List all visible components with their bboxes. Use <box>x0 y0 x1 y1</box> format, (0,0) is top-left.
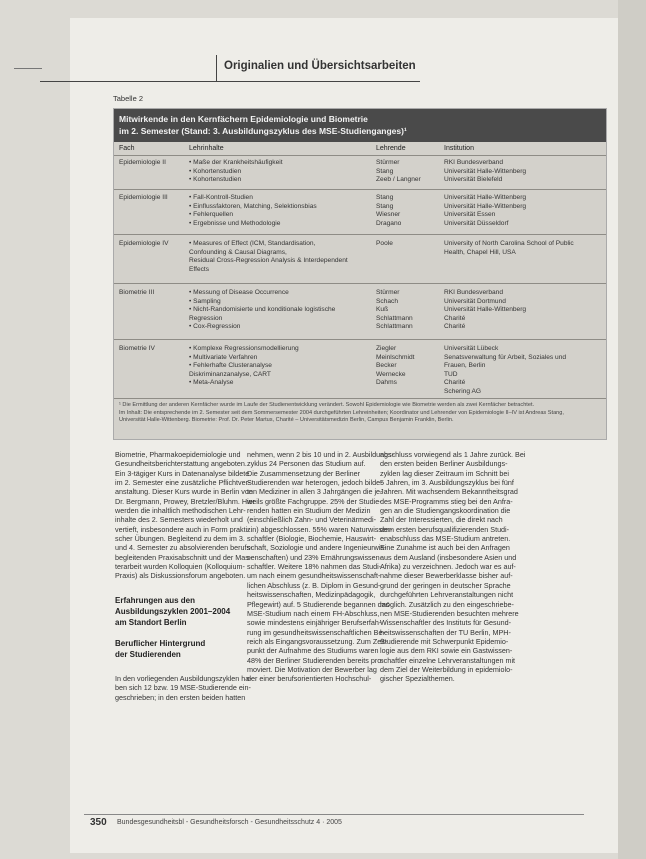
fach-cell: Epidemiologie II <box>119 159 166 166</box>
fach-cell: Epidemiologie III <box>119 194 168 201</box>
body-column-3: abschluss vorwiegend als 1 Jahre zurück. Bei den ersten beiden Berliner Ausbildungs- zyklen lag dieser Zeitraum im Schnitt bei 5 Jahren, im 3. Ausbildungszyklus bei fünf Jahren. Mit wachsendem Bekanntheitsgrad des MSE-Programms stieg bei den Anfra- gen an die Studiengangskoordination die Zahl der Interessierten, die direkt nach dem ersten berufsqualifizierenden Studi- enabschluss das MSE-Studium antreten. Eine Zunahme ist auch bei den Anfragen aus dem Ausland (insbesondere Asien und Afrika) zu verzeichnen. Jedoch war es auf- nahme dieser Bewerberklasse bisher auf- grund der geringen in deutscher Sprache durchgeführten Lehrveranstaltungen nicht möglich. Zusätzlich zu den eingeschriebe- nen MSE-Studierenden besuchten mehrere Wissenschaftler des Instituts für Gesund- heitswissenschaften der TU Berlin, MPH- Studierende mit Schwerpunkt Epidemio- logie aus dem RKI sowie ein Gastwissen- schaftler einzelne Lehrveranstaltungen mit dem Ziel der Weiterbildung in epidemiolo- gischer Spezialthemen. <box>380 450 526 684</box>
lehrende-cell: Poole <box>376 240 393 247</box>
lehrinhalte-cell: • Measures of Effect (ICM, Standardisation, Confounding & Causal Diagrams, Residual Cross-Regression Analysis & Interdependent Effects <box>189 240 348 273</box>
column-header-lehrende: Lehrende <box>376 145 406 152</box>
column-header-institution: Institution <box>444 145 474 152</box>
lehrende-cell: Stürmer Stang Zeeb / Langner <box>376 159 421 183</box>
margin-rule <box>14 68 42 69</box>
section-heading: Erfahrungen aus den Ausbildungszyklen 2001–2004 am Standort Berlin <box>115 595 231 627</box>
lehrinhalte-cell: • Messung of Disease Occurrence • Sampling • Nicht-Randomisierte und konditionale logistische Regression • Cox-Regression <box>189 289 336 330</box>
table-title-line-2: im 2. Semester (Stand: 3. Ausbildungszyklus des MSE-Studienganges)¹ <box>119 126 407 136</box>
lehrende-cell: Stang Stang Wiesner Dragano <box>376 194 402 227</box>
institution-cell: Universität Lübeck Senatsverwaltung für Arbeit, Soziales und Frauen, Berlin TUD Charité Schering AG <box>444 345 567 395</box>
header-divider <box>216 55 217 81</box>
body-column-1: Biometrie, Pharmakoepidemiologie und Gesundheitsberichterstattung angeboten. Ein 3-tägiger Kurs in Datenanalyse bildete im 2. Semester eine zusätzliche Pflichtver- anstaltung. Dieser Kurs wurde in Berlin von Dr. Bergmann, Prowey, Bretzler/Bluhm. Hier werden die inhaltlich methodischen Lehr- inhalte des 2. Semesters wiederholt und vertieft, insbesondere auch in Form prakti- scher Übungen. Begleitend zu dem im 3. und 4. Semester zu absolvierenden berufs- begleitenden Praxisabschnitt und der Mas- terarbeit wurden Kolloquien (Kolloquium- Praxis) als Diskussionsforum angeboten. Erfahrungen aus den Ausbildungszyklen 2001–2004 am Standort Berlin Beruflicher Hintergrund der Studierenden In den vorliegenden Ausbildungszyklen ha- ben sich 12 bzw. 19 MSE-Studierende ein- geschrieben; in den ersten beiden hatten <box>115 450 256 702</box>
group-rule <box>114 234 606 235</box>
lehrende-cell: Stürmer Schach Kuß Schlattmann Schlattmann <box>376 289 413 330</box>
subsection-heading: Beruflicher Hintergrund der Studierenden <box>115 638 206 659</box>
institution-cell: RKI Bundesverband Universität Halle-Wittenberg Universität Bielefeld <box>444 159 527 183</box>
column-header-fach: Fach <box>119 145 135 152</box>
section-title: Originalien und Übersichtsarbeiten <box>224 60 416 72</box>
journal-citation: Bundesgesundheitsbl - Gesundheitsforsch - Gesundheitsschutz 4 · 2005 <box>117 819 342 826</box>
lehrinhalte-cell: • Fall-Kontroll-Studien • Einflussfaktoren, Matching, Selektionsbias • Fehlerquellen • Ergebnisse und Methodologie <box>189 194 317 227</box>
lehrinhalte-cell: • Komplexe Regressionsmodellierung • Multivariate Verfahren • Fehlerhafte Clusteranalyse Diskriminanzanalyse, CART • Meta-Analyse <box>189 345 299 386</box>
group-rule <box>114 283 606 284</box>
institution-cell: Universität Halle-Wittenberg Universität Halle-Wittenberg Universität Essen Universität Düsseldorf <box>444 194 527 227</box>
table-footnote: ¹ Die Ermittlung der anderen Kernfächer wurde im Laufe der Studienentwicklung verändert. Sowohl Epidemiologie wie Biometrie werden als zwei Kernfächer betrachtet. Im Inhalt: Die entsprechende im 2. Semester seit dem Sommersemester 2004 durchgeführten Lehreinheiten; Koordinator und Lehrender von Epidemiologie II–IV ist Andreas Stang, Universität Halle-Wittenberg. Biometrie: Prof. Dr. Peter Martus, Charité – Universitätsmedizin Berlin, Campus Benjamin Franklin, Berlin. <box>119 402 564 423</box>
header-rule <box>40 81 420 82</box>
lehrende-cell: Ziegler Meinlschmidt Becker Wernecke Dahms <box>376 345 415 386</box>
fach-cell: Biometrie IV <box>119 345 155 352</box>
lehrinhalte-cell: • Maße der Krankheitshäufigkeit • Kohortenstudien • Kohortenstudien <box>189 159 283 183</box>
table-label: Tabelle 2 <box>113 94 144 103</box>
table-bottom-rule <box>114 398 606 399</box>
institution-cell: University of North Carolina School of Public Health, Chapel Hill, USA <box>444 240 574 256</box>
institution-cell: RKI Bundesverband Universität Dortmund Universität Halle-Wittenberg Charité Charité <box>444 289 527 330</box>
table-title-line-1: Mitwirkende in den Kernfächern Epidemiologie und Biometrie <box>119 114 368 124</box>
column-header-rule <box>114 155 606 156</box>
group-rule <box>114 189 606 190</box>
body-column-2: nehmen, wenn 2 bis 10 und in 2. Ausbildungs- zyklus 24 Personen das Studium auf. Die Zusammensetzung der Berliner Studierenden war heterogen, jedoch bilde- ten Mediziner in allen 3 Jahrgängen die je- weils größte Fachgruppe. 25% der Studie- renden hatten ein Studium der Medizin (einschließlich Zahn- und Veterinärmedi- zin) abgeschlossen. 55% waren Naturwissen- schaftler (Biologie, Biochemie, Hauswirt- schaft, Soziologie und andere Ingenieurwis- senschaften) und 23% Ernährungswissen- schaftler. Weitere 18% nahmen das Studi- um nach einem gesundheitswissenschaft- lichen Abschluss (z. B. Diplom in Gesund- heitswissenschaften, Medizinpädagogik, Pflegewirt) auf. 5 Studierende begannen das MSE-Studium nach einem FH-Abschluss, sowie mindestens einjähriger Berufserfah- rung im gesundheitswissenschaftlichen Be- reich als Eingangsvoraussetzung. Zum Zeit- punkt der Aufnahme des Studiums waren 48% der Berliner Studierenden bereits pro- moviert. Die Motivation der Bewerber lag der einer berufsorientierten Hochschul- <box>247 450 395 684</box>
table-2 <box>113 108 607 440</box>
page-number: 350 <box>90 817 107 828</box>
fach-cell: Epidemiologie IV <box>119 240 169 247</box>
column-header-lehrinhalte: Lehrinhalte <box>189 145 224 152</box>
table-title <box>114 109 606 142</box>
page-edge-shadow <box>618 0 646 859</box>
footer-rule <box>84 814 584 815</box>
fach-cell: Biometrie III <box>119 289 155 296</box>
group-rule <box>114 339 606 340</box>
